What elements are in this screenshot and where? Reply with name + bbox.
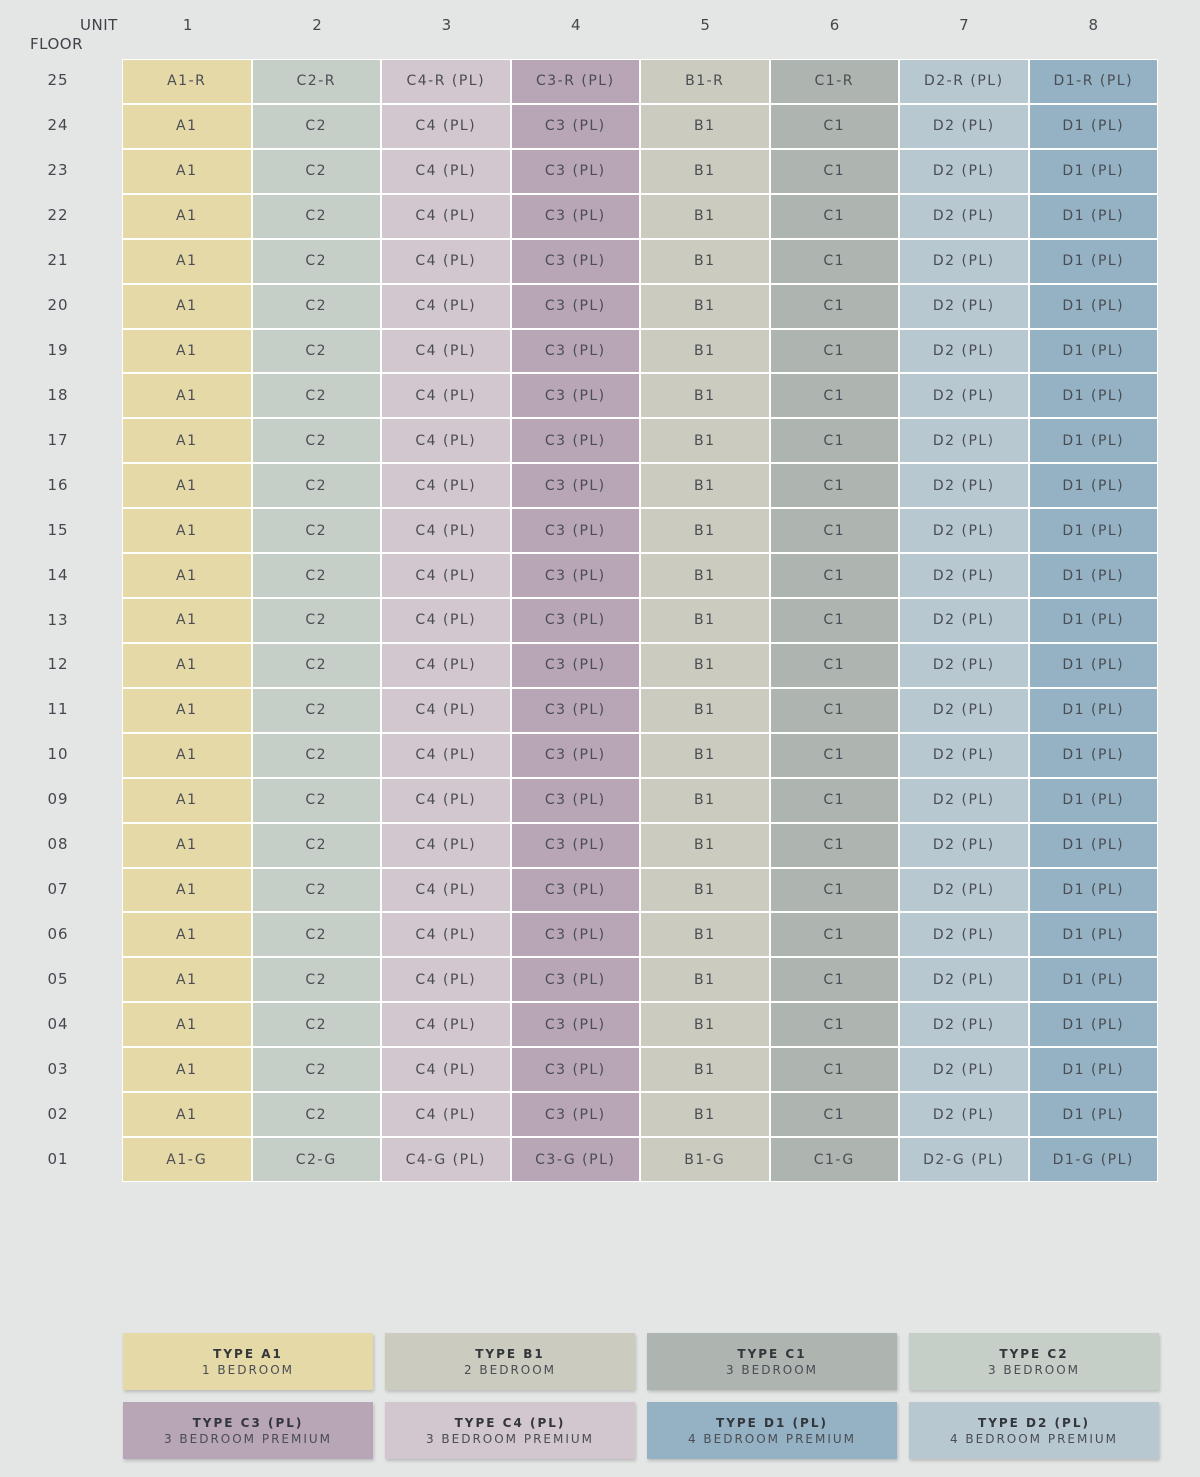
floor-label: 22 [47, 206, 69, 225]
floor-label: 21 [47, 251, 69, 270]
unit-cell: A1 [123, 958, 251, 1001]
unit-cell: C4 (PL) [382, 150, 510, 193]
unit-cell: B1 [641, 734, 769, 777]
unit-cell: C4 (PL) [382, 464, 510, 507]
unit-cell: C4 (PL) [382, 240, 510, 283]
unit-cell: C4 (PL) [382, 285, 510, 328]
legend-description: 3 BEDROOM PREMIUM [163, 1431, 333, 1446]
unit-cell: D1 (PL) [1030, 779, 1158, 822]
unit-cell: C1 [771, 869, 899, 912]
unit-cell: A1 [123, 644, 251, 687]
unit-cell: C1 [771, 1093, 899, 1136]
legend-description: 4 BEDROOM PREMIUM [949, 1431, 1119, 1446]
unit-cell: C3 (PL) [512, 734, 640, 777]
unit-cell: C3 (PL) [512, 1003, 640, 1046]
unit-cell: C3 (PL) [512, 509, 640, 552]
unit-cell: A1 [123, 869, 251, 912]
unit-cell: B1 [641, 1003, 769, 1046]
unit-cell: B1 [641, 330, 769, 373]
unit-cell: D2 (PL) [900, 599, 1028, 642]
unit-cell: C1 [771, 374, 899, 417]
unit-cell: D2 (PL) [900, 419, 1028, 462]
unit-cell: C3-R (PL) [512, 60, 640, 103]
unit-cell: C2 [253, 958, 381, 1001]
unit-cell: C3 (PL) [512, 419, 640, 462]
unit-cell: C4-R (PL) [382, 60, 510, 103]
floor-label: 05 [47, 969, 69, 988]
legend-item [123, 1333, 373, 1390]
unit-cell: D1 (PL) [1030, 374, 1158, 417]
floor-label: 03 [47, 1059, 69, 1078]
unit-cell: A1 [123, 330, 251, 373]
unit-cell: D2 (PL) [900, 824, 1028, 867]
unit-cell: C4 (PL) [382, 419, 510, 462]
unit-cell: D1 (PL) [1030, 240, 1158, 283]
unit-cell: D2 (PL) [900, 1003, 1028, 1046]
unit-cell: B1 [641, 509, 769, 552]
unit-cell: B1 [641, 1048, 769, 1091]
unit-cell: D1 (PL) [1030, 150, 1158, 193]
unit-column-header: 1 [182, 16, 193, 34]
unit-cell: A1 [123, 1048, 251, 1091]
floor-label: 04 [47, 1014, 69, 1033]
floor-label: 13 [47, 610, 69, 629]
unit-cell: D1 (PL) [1030, 644, 1158, 687]
unit-cell: A1 [123, 285, 251, 328]
unit-cell: C2 [253, 554, 381, 597]
unit-cell: B1-G [641, 1138, 769, 1181]
unit-cell: C2-R [253, 60, 381, 103]
floor-label: 10 [47, 745, 69, 764]
unit-cell: C4-G (PL) [382, 1138, 510, 1181]
unit-cell: C2 [253, 1048, 381, 1091]
unit-cell: D2 (PL) [900, 374, 1028, 417]
legend-type-label: TYPE A1 [213, 1346, 283, 1361]
unit-cell: C1 [771, 734, 899, 777]
unit-cell: C4 (PL) [382, 958, 510, 1001]
legend-item [647, 1402, 897, 1459]
unit-column-headers [123, 16, 1158, 36]
unit-cell: C4 (PL) [382, 869, 510, 912]
unit-cell: C4 (PL) [382, 599, 510, 642]
unit-type-legend [123, 1333, 1160, 1459]
legend-item [385, 1333, 635, 1390]
unit-cell: C1-G [771, 1138, 899, 1181]
unit-cell: D1-G (PL) [1030, 1138, 1158, 1181]
unit-cell: D2 (PL) [900, 869, 1028, 912]
unit-cell: D2 (PL) [900, 1048, 1028, 1091]
unit-cell: C2 [253, 644, 381, 687]
unit-cell: C3 (PL) [512, 285, 640, 328]
unit-cell: C4 (PL) [382, 689, 510, 732]
unit-cell: C1 [771, 644, 899, 687]
unit-cell: D1 (PL) [1030, 509, 1158, 552]
unit-cell: D1 (PL) [1030, 689, 1158, 732]
floor-label: 02 [47, 1104, 69, 1123]
unit-cell: D1 (PL) [1030, 869, 1158, 912]
unit-cell: D1 (PL) [1030, 1003, 1158, 1046]
floor-header-label: FLOOR [30, 35, 83, 53]
unit-cell: D2 (PL) [900, 240, 1028, 283]
unit-cell: B1 [641, 464, 769, 507]
unit-cell: C3 (PL) [512, 374, 640, 417]
unit-cell: C2 [253, 150, 381, 193]
floor-label: 16 [47, 475, 69, 494]
unit-cell: C2 [253, 195, 381, 238]
unit-cell: C2 [253, 419, 381, 462]
unit-cell: C3 (PL) [512, 779, 640, 822]
unit-cell: C4 (PL) [382, 105, 510, 148]
floor-label: 14 [47, 565, 69, 584]
unit-cell: A1 [123, 1093, 251, 1136]
unit-cell: C2 [253, 599, 381, 642]
unit-cell: C4 (PL) [382, 779, 510, 822]
unit-cell: B1 [641, 150, 769, 193]
unit-cell: D2 (PL) [900, 1093, 1028, 1136]
unit-cell: D2 (PL) [900, 509, 1028, 552]
unit-cell: C3 (PL) [512, 824, 640, 867]
unit-cell: D2 (PL) [900, 285, 1028, 328]
floor-label: 11 [47, 700, 69, 719]
unit-cell: C2 [253, 1093, 381, 1136]
legend-description: 3 BEDROOM [725, 1362, 819, 1377]
floor-label: 06 [47, 924, 69, 943]
floor-label: 23 [47, 161, 69, 180]
unit-cell: C3 (PL) [512, 150, 640, 193]
unit-cell: C3 (PL) [512, 644, 640, 687]
unit-cell: C1 [771, 779, 899, 822]
unit-cell: C1 [771, 285, 899, 328]
floor-label: 07 [47, 880, 69, 899]
unit-cell: A1 [123, 824, 251, 867]
unit-cell: C1 [771, 1048, 899, 1091]
unit-cell: C3 (PL) [512, 464, 640, 507]
legend-item [909, 1402, 1159, 1459]
unit-cell: D2 (PL) [900, 689, 1028, 732]
unit-cell: C4 (PL) [382, 734, 510, 777]
unit-cell: C3-G (PL) [512, 1138, 640, 1181]
legend-description: 4 BEDROOM PREMIUM [687, 1431, 857, 1446]
unit-cell: B1 [641, 1093, 769, 1136]
unit-cell: C4 (PL) [382, 554, 510, 597]
unit-cell: D2 (PL) [900, 554, 1028, 597]
legend-type-label: TYPE C4 (PL) [454, 1415, 566, 1430]
unit-cell: C4 (PL) [382, 330, 510, 373]
unit-cell: B1 [641, 869, 769, 912]
unit-cell: D2 (PL) [900, 958, 1028, 1001]
unit-cell: C2 [253, 509, 381, 552]
unit-cell: A1 [123, 1003, 251, 1046]
unit-cell: C3 (PL) [512, 240, 640, 283]
unit-cell: D1 (PL) [1030, 419, 1158, 462]
unit-cell: D1 (PL) [1030, 1093, 1158, 1136]
unit-cell: B1-R [641, 60, 769, 103]
unit-cell: B1 [641, 195, 769, 238]
floor-label: 12 [47, 655, 69, 674]
unit-cell: B1 [641, 240, 769, 283]
legend-item [909, 1333, 1159, 1390]
unit-cell: D2 (PL) [900, 913, 1028, 956]
legend-type-label: TYPE D2 (PL) [978, 1415, 1090, 1430]
unit-cell: C4 (PL) [382, 509, 510, 552]
floor-label: 01 [47, 1149, 69, 1168]
unit-cell: D1 (PL) [1030, 958, 1158, 1001]
unit-cell: C3 (PL) [512, 689, 640, 732]
unit-cell: B1 [641, 958, 769, 1001]
unit-cell: B1 [641, 913, 769, 956]
unit-cell: C3 (PL) [512, 330, 640, 373]
unit-cell: C2 [253, 330, 381, 373]
floor-label: 19 [47, 340, 69, 359]
unit-cell: C4 (PL) [382, 1093, 510, 1136]
unit-header-label: UNIT [80, 16, 118, 34]
unit-cell: D1 (PL) [1030, 105, 1158, 148]
unit-cell: C2 [253, 374, 381, 417]
unit-cell: C2 [253, 824, 381, 867]
unit-cell: B1 [641, 285, 769, 328]
unit-cell: A1 [123, 419, 251, 462]
floor-label: 24 [47, 116, 69, 135]
unit-cell: A1 [123, 374, 251, 417]
unit-cell: C1 [771, 330, 899, 373]
unit-cell: D1-R (PL) [1030, 60, 1158, 103]
unit-column-header: 2 [312, 16, 322, 34]
unit-cell: C2 [253, 869, 381, 912]
unit-cell: A1 [123, 734, 251, 777]
unit-cell: D1 (PL) [1030, 330, 1158, 373]
unit-cell: C3 (PL) [512, 869, 640, 912]
unit-column-header: 7 [959, 16, 969, 34]
unit-type-grid [122, 59, 1158, 1182]
legend-type-label: TYPE C2 [999, 1346, 1069, 1361]
unit-cell: C1 [771, 464, 899, 507]
legend-description: 3 BEDROOM [987, 1362, 1081, 1377]
unit-cell: D1 (PL) [1030, 824, 1158, 867]
unit-cell: A1 [123, 689, 251, 732]
unit-cell: C3 (PL) [512, 913, 640, 956]
unit-cell: A1 [123, 913, 251, 956]
unit-cell: B1 [641, 554, 769, 597]
unit-cell: C3 (PL) [512, 554, 640, 597]
unit-cell: B1 [641, 105, 769, 148]
legend-description: 3 BEDROOM PREMIUM [425, 1431, 595, 1446]
unit-cell: C4 (PL) [382, 374, 510, 417]
legend-description: 2 BEDROOM [463, 1362, 557, 1377]
unit-cell: D2 (PL) [900, 150, 1028, 193]
unit-cell: A1 [123, 554, 251, 597]
unit-cell: C1 [771, 599, 899, 642]
unit-cell: D2 (PL) [900, 195, 1028, 238]
unit-cell: D2 (PL) [900, 330, 1028, 373]
floor-label: 18 [47, 385, 69, 404]
unit-column-header: 5 [700, 16, 710, 34]
floor-label: 25 [47, 71, 69, 90]
unit-cell: A1-G [123, 1138, 251, 1181]
floor-label: 09 [47, 790, 69, 809]
unit-column-header: 4 [571, 16, 581, 34]
unit-cell: B1 [641, 779, 769, 822]
unit-cell: C3 (PL) [512, 105, 640, 148]
unit-cell: C4 (PL) [382, 1003, 510, 1046]
unit-cell: C4 (PL) [382, 644, 510, 687]
legend-type-label: TYPE C3 (PL) [192, 1415, 304, 1430]
unit-cell: B1 [641, 644, 769, 687]
legend-type-label: TYPE B1 [475, 1346, 545, 1361]
unit-cell: B1 [641, 824, 769, 867]
unit-cell: C2 [253, 464, 381, 507]
unit-cell: C1 [771, 913, 899, 956]
unit-cell: C1 [771, 958, 899, 1001]
unit-cell: D2 (PL) [900, 105, 1028, 148]
unit-cell: C2 [253, 689, 381, 732]
unit-cell: C1 [771, 554, 899, 597]
unit-cell: B1 [641, 599, 769, 642]
unit-cell: A1 [123, 195, 251, 238]
unit-cell: C3 (PL) [512, 958, 640, 1001]
unit-cell: C1 [771, 150, 899, 193]
unit-cell: C2 [253, 734, 381, 777]
unit-cell: C2 [253, 913, 381, 956]
unit-cell: B1 [641, 374, 769, 417]
unit-cell: D1 (PL) [1030, 464, 1158, 507]
floor-label: 08 [47, 835, 69, 854]
legend-type-label: TYPE C1 [737, 1346, 807, 1361]
unit-cell: C3 (PL) [512, 1093, 640, 1136]
floor-label: 20 [47, 296, 69, 315]
unit-cell: C1 [771, 195, 899, 238]
unit-cell: D2 (PL) [900, 464, 1028, 507]
unit-cell: C1 [771, 824, 899, 867]
unit-cell: C2 [253, 779, 381, 822]
unit-cell: C1 [771, 105, 899, 148]
unit-cell: A1 [123, 105, 251, 148]
unit-cell: C1 [771, 240, 899, 283]
unit-cell: C1 [771, 689, 899, 732]
unit-cell: D2-R (PL) [900, 60, 1028, 103]
unit-cell: C4 (PL) [382, 824, 510, 867]
unit-cell: C3 (PL) [512, 599, 640, 642]
unit-cell: C2 [253, 105, 381, 148]
unit-cell: D2 (PL) [900, 644, 1028, 687]
legend-description: 1 BEDROOM [201, 1362, 295, 1377]
unit-cell: C3 (PL) [512, 1048, 640, 1091]
unit-cell: D1 (PL) [1030, 734, 1158, 777]
unit-cell: C2 [253, 1003, 381, 1046]
unit-cell: A1 [123, 464, 251, 507]
unit-cell: C1-R [771, 60, 899, 103]
unit-cell: C4 (PL) [382, 1048, 510, 1091]
legend-item [647, 1333, 897, 1390]
legend-item [385, 1402, 635, 1459]
unit-cell: A1 [123, 779, 251, 822]
unit-cell: A1 [123, 599, 251, 642]
floor-label: 15 [47, 520, 69, 539]
unit-cell: D2 (PL) [900, 734, 1028, 777]
unit-cell: D1 (PL) [1030, 599, 1158, 642]
unit-cell: C2 [253, 285, 381, 328]
unit-cell: A1 [123, 509, 251, 552]
unit-cell: D2-G (PL) [900, 1138, 1028, 1181]
unit-cell: A1 [123, 150, 251, 193]
unit-cell: C3 (PL) [512, 195, 640, 238]
unit-cell: C2 [253, 240, 381, 283]
unit-cell: C1 [771, 1003, 899, 1046]
unit-cell: C4 (PL) [382, 913, 510, 956]
unit-cell: D1 (PL) [1030, 195, 1158, 238]
unit-cell: A1 [123, 240, 251, 283]
unit-cell: D1 (PL) [1030, 913, 1158, 956]
unit-column-header: 8 [1088, 16, 1099, 34]
legend-item [123, 1402, 373, 1459]
unit-cell: D1 (PL) [1030, 285, 1158, 328]
floor-label: 17 [47, 430, 69, 449]
unit-column-header: 6 [829, 16, 840, 34]
unit-cell: A1-R [123, 60, 251, 103]
unit-cell: C1 [771, 509, 899, 552]
unit-cell: D2 (PL) [900, 779, 1028, 822]
unit-cell: B1 [641, 419, 769, 462]
unit-cell: B1 [641, 689, 769, 732]
unit-cell: C1 [771, 419, 899, 462]
unit-cell: C2-G [253, 1138, 381, 1181]
unit-cell: D1 (PL) [1030, 554, 1158, 597]
unit-cell: D1 (PL) [1030, 1048, 1158, 1091]
unit-column-header: 3 [441, 16, 452, 34]
legend-type-label: TYPE D1 (PL) [716, 1415, 828, 1430]
unit-cell: C4 (PL) [382, 195, 510, 238]
